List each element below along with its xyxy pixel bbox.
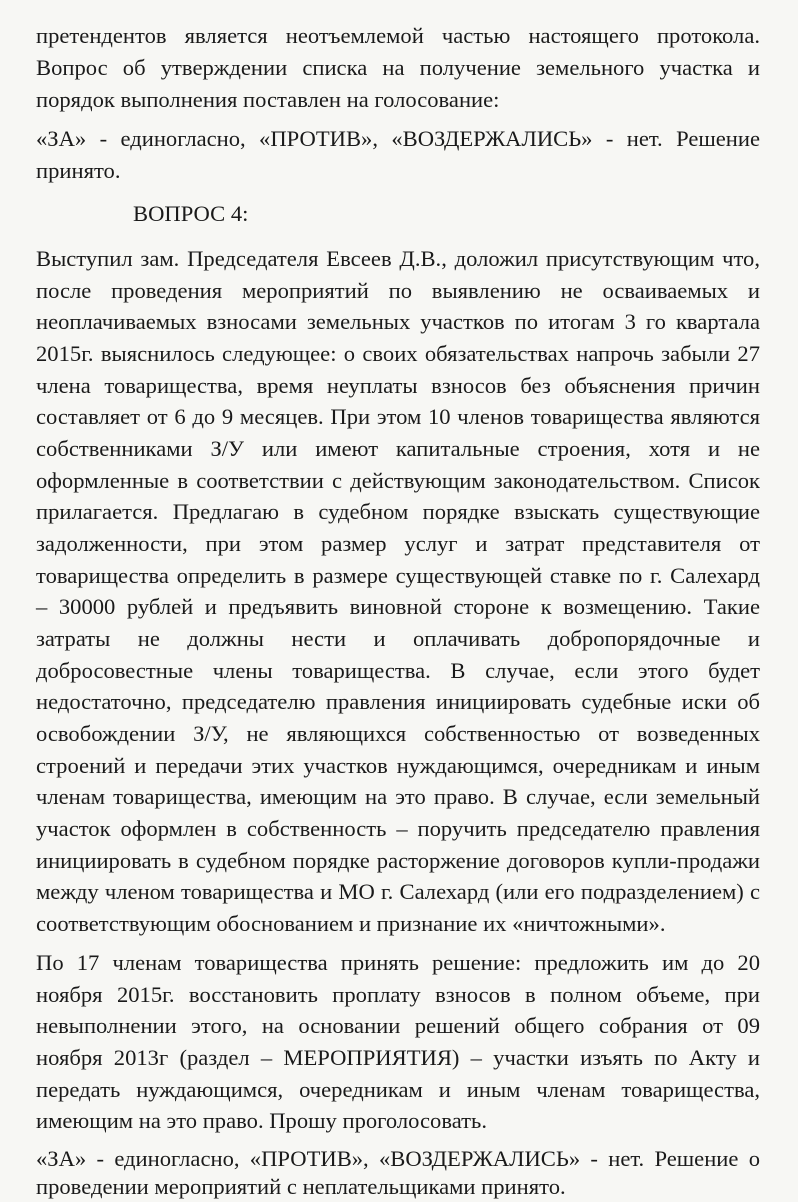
speech-line: 2015г. выяснилось следующее: о своих обязательствах напрочь забыли 27 bbox=[36, 341, 760, 366]
intro-line: порядок выполнения поставлен на голосование: bbox=[36, 87, 500, 112]
speech-line: составляет от 6 до 9 месяцев. При этом 10 членов товарищества являются bbox=[36, 404, 760, 429]
speech-line: между членом товарищества и МО г. Салехард (или его подразделением) с bbox=[36, 879, 760, 904]
speech-line: добросовестные члены товарищества. В случае, если этого будет bbox=[36, 658, 760, 683]
speech-line: затраты не должны нести и оплачивать добропорядочные и bbox=[36, 626, 760, 651]
decision-line: ноября 2015г. восстановить проплату взносов в полном объеме, при bbox=[36, 982, 760, 1007]
speech-line: – 30000 рублей и предъявить виновной стороне к возмещению. Такие bbox=[36, 594, 760, 619]
speech-line: товарищества определить в размере существующей ставке по г. Салехард bbox=[36, 563, 760, 588]
decision-line: По 17 членам товарищества принять решение: предложить им до 20 bbox=[36, 950, 760, 975]
speech-line: собственниками З/У или имеют капитальные строения, хотя и не bbox=[36, 436, 760, 461]
intro-line: Вопрос об утверждении списка на получение земельного участка и bbox=[36, 55, 760, 80]
speech-line: членам товарищества, имеющим на это право. В случае, если земельный bbox=[36, 784, 760, 809]
vote-result-line: «ЗА» - единогласно, «ПРОТИВ», «ВОЗДЕРЖАЛИСЬ» - нет. Решение bbox=[36, 126, 760, 151]
decision-line: ноября 2013г (раздел – МЕРОПРИЯТИЯ) – участки изъять по Акту и bbox=[36, 1045, 760, 1070]
decision-line: невыполнении этого, на основании решений общего собрания от 09 bbox=[36, 1013, 760, 1038]
decision-line: передать нуждающимся, очередникам и иным членам товарищества, bbox=[36, 1077, 760, 1102]
question-heading: ВОПРОС 4: bbox=[133, 201, 249, 226]
speech-line: задолженности, при этом размер услуг и затрат представителя от bbox=[36, 531, 760, 556]
vote-result-line: принято. bbox=[36, 158, 121, 183]
decision-line: имеющим на это право. Прошу проголосовать. bbox=[36, 1108, 487, 1133]
intro-line: претендентов является неотъемлемой частью настоящего протокола. bbox=[36, 23, 760, 48]
speech-line: члена товарищества, время неуплаты взносов без объяснения причин bbox=[36, 373, 760, 398]
speech-line: прилагается. Предлагаю в судебном порядке взыскать существующие bbox=[36, 499, 760, 524]
speech-line: участок оформлен в собственность – поручить председателю правления bbox=[36, 816, 760, 841]
speech-line: недостаточно, председателю правления инициировать судебные иски об bbox=[36, 689, 760, 714]
vote-result-line: «ЗА» - единогласно, «ПРОТИВ», «ВОЗДЕРЖАЛИСЬ» - нет. Решение о bbox=[36, 1146, 760, 1171]
speech-line: Выступил зам. Председателя Евсеев Д.В., доложил присутствующим что, bbox=[36, 246, 760, 271]
speech-line: инициировать в судебном порядке расторжение договоров купли-продажи bbox=[36, 848, 760, 873]
vote-result-line: проведении мероприятий с неплательщиками принято. bbox=[36, 1174, 566, 1199]
speech-line: после проведения мероприятий по выявлению не осваиваемых и bbox=[36, 278, 760, 303]
speech-line: неоплачиваемых взносами земельных участков по итогам 3 го квартала bbox=[36, 309, 760, 334]
speech-line: оформленные в соответствии с действующим законодательством. Список bbox=[36, 468, 760, 493]
speech-line: освобождении З/У, не являющихся собственностью от возведенных bbox=[36, 721, 760, 746]
speech-line: строений и передачи этих участков нуждающимся, очередникам и иным bbox=[36, 753, 760, 778]
speech-line: соответствующим обоснованием и признание их «ничтожными». bbox=[36, 911, 666, 936]
